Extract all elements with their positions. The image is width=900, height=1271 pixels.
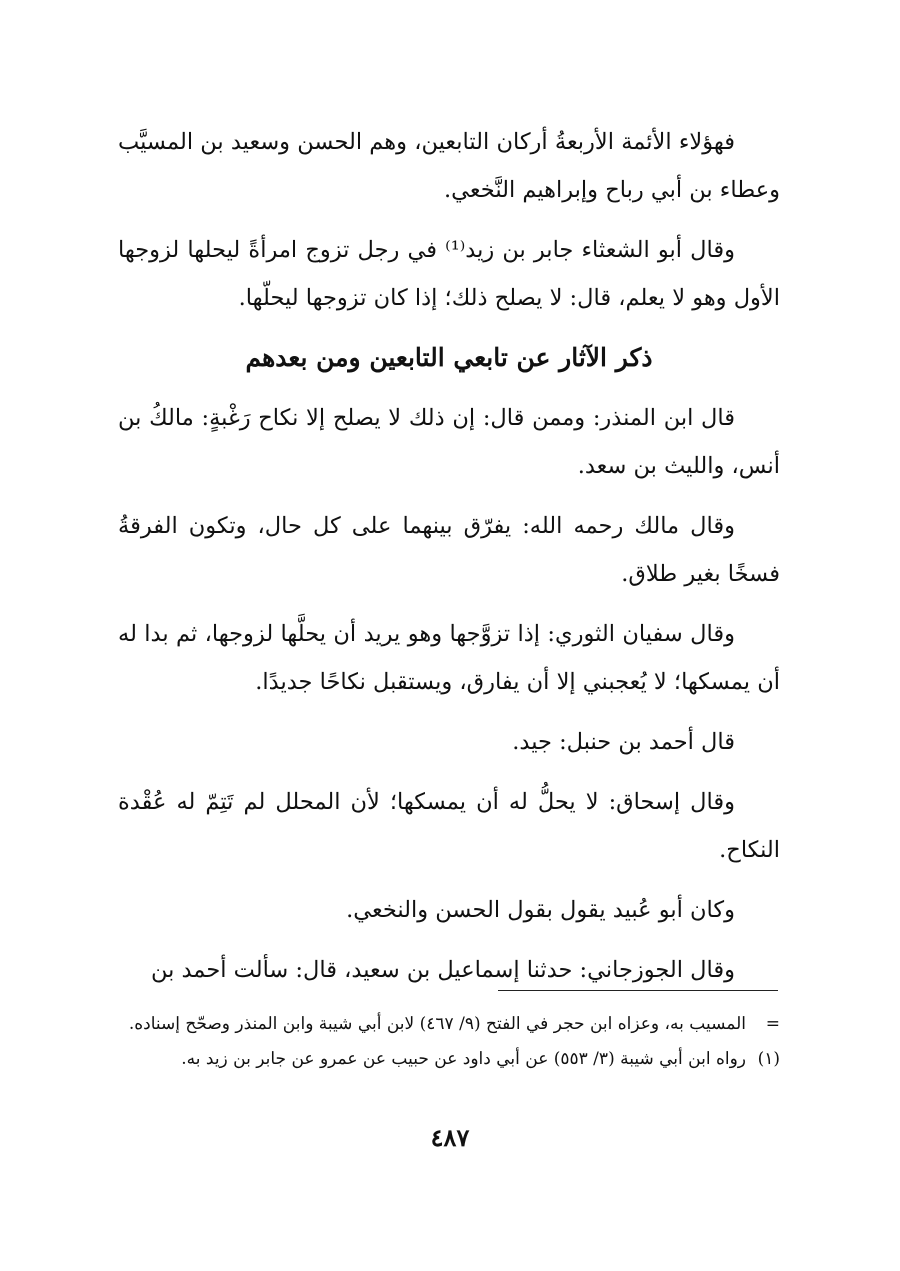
paragraph: قال ابن المنذر: وممن قال: إن ذلك لا يصلح إلا نكاح رَغْبةٍ: مالكُ بن أنس، والليث بن سعد.: [118, 405, 780, 479]
footnote-marker: =: [765, 1014, 780, 1034]
footnotes: [118, 1010, 780, 1080]
section-heading: ذكر الآثار عن تابعي التابعين ومن بعدهم: [245, 343, 653, 372]
paragraph: فهؤلاء الأئمة الأربعةُ أركان التابعين، وهم الحسن وسعيد بن المسيَّب وعطاء بن أبي رباح وإبراهيم النَّخعي.: [118, 129, 780, 203]
main-text: [118, 118, 780, 1006]
footnote-marker: (١): [757, 1049, 780, 1069]
paragraph: وقال أبو الشعثاء جابر بن زيد⁽¹⁾ في رجل تزوج امرأةً ليحلها لزوجها الأول وهو لا يعلم، قال: لا يصلح ذلك؛ إذا كان تزوجها ليحلّها.: [118, 237, 780, 311]
paragraph: وقال مالك رحمه الله: يفرّق بينهما على كل حال، وتكون الفرقةُ فسخًا بغير طلاق.: [118, 513, 780, 587]
page-number: ٤٨٧: [430, 1123, 470, 1152]
paragraph: وقال سفيان الثوري: إذا تزوَّجها وهو يريد أن يحلَّها لزوجها، ثم بدا له أن يمسكها؛ لا يُعجبني إلا أن يفارق، ويستقبل نكاحًا جديدًا.: [118, 621, 780, 695]
paragraph: قال أحمد بن حنبل: جيد.: [512, 729, 735, 755]
paragraph: وقال الجوزجاني: حدثنا إسماعيل بن سعيد، قال: سألت أحمد بن: [150, 957, 735, 983]
paragraph: وكان أبو عُبيد يقول بقول الحسن والنخعي.: [346, 897, 735, 923]
footnote: [118, 1010, 780, 1039]
paragraph: وقال إسحاق: لا يحلُّ له أن يمسكها؛ لأن المحلل لم تَتِمّ له عُقْدة النكاح.: [118, 789, 780, 863]
footnote: [118, 1045, 780, 1074]
footnote-text: رواه ابن أبي شيبة (٣/ ٥٥٣) عن أبي داود عن حبيب عن عمرو عن جابر بن زيد به.: [181, 1049, 746, 1069]
footnote-text: المسيب به، وعزاه ابن حجر في الفتح (٩/ ٤٦٧) لابن أبي شيبة وابن المنذر وصحّح إسناده.: [128, 1014, 746, 1034]
footnote-separator: [498, 990, 778, 991]
